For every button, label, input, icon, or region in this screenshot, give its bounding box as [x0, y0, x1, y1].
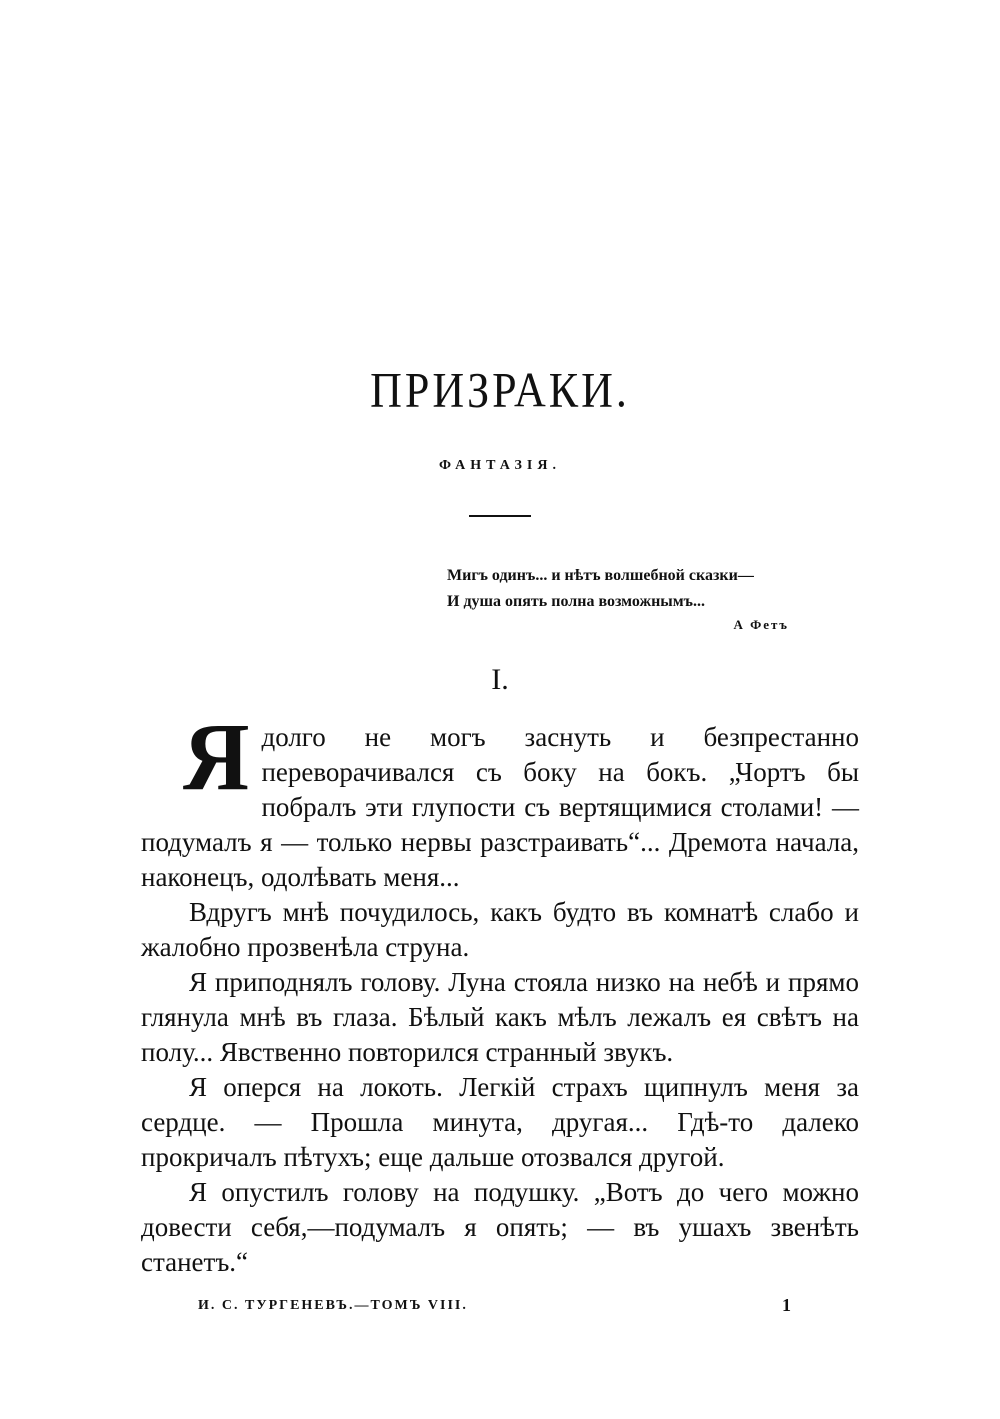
epigraph: [447, 563, 857, 635]
paragraph: Я опустилъ голову на подушку. „Вотъ до чего можно довести себя,—подумалъ я опять; — въ ушахъ звенѣть станетъ.“: [141, 1177, 859, 1277]
page-title: ПРИЗРАКИ.: [370, 363, 630, 418]
paragraph: Я приподнялъ голову. Луна стояла низко на небѣ и прямо глянула мнѣ въ глаза. Бѣлый какъ мѣлъ лежалъ ея свѣтъ на полу... Явственно повторился странный звукъ.: [141, 967, 859, 1067]
title-divider: [469, 515, 531, 517]
body-text: [141, 703, 859, 1280]
drop-cap: Я: [183, 703, 250, 811]
paragraph-text: долго не могъ заснуть и безпрестанно переворачивался съ боку на бокъ. „Чортъ бы побралъ эти глупости съ вертящимися столами! — подумалъ я — только нервы разстраивать“... Дремота начала, наконецъ, одолѣвать меня...: [141, 722, 859, 892]
epigraph-line: Мигъ одинъ... и нѣтъ волшебной сказки—: [447, 567, 754, 584]
paragraph: Вдругъ мнѣ почудилось, какъ будто въ комнатѣ слабо и жалобно прозвенѣла струна.: [141, 897, 859, 962]
page-number: 1: [782, 1295, 791, 1315]
epigraph-author: А Фетъ: [733, 617, 789, 632]
footer-signature: И. С. ТУРГЕНЕВЪ.—ТОМЪ VIII.: [198, 1298, 468, 1313]
subtitle: ФАНТАЗІЯ.: [439, 458, 561, 473]
chapter-heading: I.: [491, 663, 509, 696]
paragraph: Я оперся на локоть. Легкій страхъ щипнулъ меня за сердце. — Прошла минута, другая... Гдѣ-то далеко прокричалъ пѣтухъ; еще дальше отозвался другой.: [141, 1072, 859, 1172]
paragraph: [141, 703, 859, 895]
epigraph-line: И душа опять полна возможнымъ...: [447, 593, 706, 610]
